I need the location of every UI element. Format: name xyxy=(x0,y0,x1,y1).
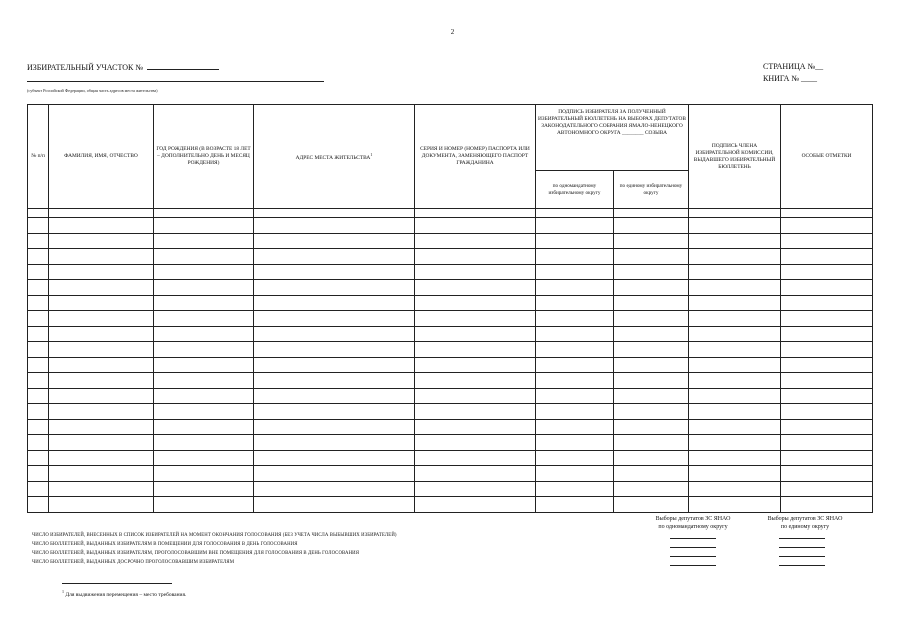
table-cell[interactable] xyxy=(28,497,49,513)
footnote-separator xyxy=(62,583,172,584)
page-number: 2 xyxy=(450,28,455,36)
single-count-field-3[interactable] xyxy=(670,556,716,557)
table-cell[interactable] xyxy=(28,466,49,482)
table-cell[interactable] xyxy=(49,233,154,249)
unified-count-field-3[interactable] xyxy=(779,556,825,557)
table-spacer-row xyxy=(28,209,873,218)
table-cell[interactable] xyxy=(536,249,614,265)
district-label-row xyxy=(27,62,219,72)
table-cell[interactable] xyxy=(254,466,415,482)
table-cell[interactable] xyxy=(536,326,614,342)
table-cell[interactable] xyxy=(689,481,781,497)
table-cell[interactable] xyxy=(49,373,154,389)
table-row xyxy=(28,357,873,373)
table-cell[interactable] xyxy=(254,218,415,234)
table-cell[interactable] xyxy=(415,249,536,265)
table-cell[interactable] xyxy=(415,450,536,466)
footer-line-2: ЧИСЛО БЮЛЛЕТЕНЕЙ, ВЫДАННЫХ ИЗБИРАТЕЛЯМ В ПОМЕЩЕНИИ ДЛЯ ГОЛОСОВАНИЯ В ДЕНЬ ГОЛОСОВАНИЯ xyxy=(32,542,298,547)
table-cell[interactable] xyxy=(536,218,614,234)
table-cell[interactable] xyxy=(781,435,873,451)
table-cell[interactable] xyxy=(154,209,254,218)
table-cell[interactable] xyxy=(781,218,873,234)
table-row xyxy=(28,435,873,451)
table-cell[interactable] xyxy=(254,373,415,389)
single-mandate-caption xyxy=(638,515,748,531)
table-cell[interactable] xyxy=(28,264,49,280)
table-cell[interactable] xyxy=(28,233,49,249)
table-row xyxy=(28,264,873,280)
table-cell[interactable] xyxy=(415,419,536,435)
table-cell[interactable] xyxy=(781,280,873,296)
table-cell[interactable] xyxy=(49,295,154,311)
table-row xyxy=(28,450,873,466)
book-label: КНИГА № ____ xyxy=(763,74,818,83)
table-cell[interactable] xyxy=(154,326,254,342)
table-cell[interactable] xyxy=(614,466,689,482)
table-cell[interactable] xyxy=(536,404,614,420)
table-row xyxy=(28,295,873,311)
table-cell[interactable] xyxy=(415,388,536,404)
table-cell[interactable] xyxy=(49,497,154,513)
district-number-field[interactable] xyxy=(147,62,219,70)
table-cell[interactable] xyxy=(614,357,689,373)
table-cell[interactable] xyxy=(781,388,873,404)
footer-line-1: ЧИСЛО ИЗБИРАТЕЛЕЙ, ВНЕСЕННЫХ В СПИСОК ИЗБИРАТЕЛЕЙ НА МОМЕНТ ОКОНЧАНИЯ ГОЛОСОВАНИЯ (БЕЗ УЧЕТА ЧИСЛА ВЫБЫВШИХ ИЗБИРАТЕЛЕЙ) xyxy=(32,533,397,538)
table-cell[interactable] xyxy=(415,342,536,358)
table-cell[interactable] xyxy=(28,435,49,451)
voter-list-table xyxy=(27,104,873,513)
table-cell[interactable] xyxy=(154,404,254,420)
table-cell[interactable] xyxy=(614,481,689,497)
table-cell[interactable] xyxy=(689,326,781,342)
unified-caption-line-1: Выборы депутатов ЗС ЯНАО xyxy=(767,516,843,522)
table-cell[interactable] xyxy=(415,481,536,497)
table-cell[interactable] xyxy=(781,311,873,327)
table-cell[interactable] xyxy=(49,342,154,358)
footnote-text: Для выдвижения перемещения – место требования. xyxy=(65,591,187,598)
single-count-field-2[interactable] xyxy=(670,547,716,548)
table-cell[interactable] xyxy=(415,264,536,280)
address-footnote-mark: 1 xyxy=(370,152,373,158)
table-cell[interactable] xyxy=(689,280,781,296)
col-notes-header: ОСОБЫЕ ОТМЕТКИ xyxy=(781,105,873,209)
table-cell[interactable] xyxy=(28,311,49,327)
table-cell[interactable] xyxy=(689,264,781,280)
table-cell[interactable] xyxy=(781,264,873,280)
table-cell[interactable] xyxy=(536,209,614,218)
table-cell[interactable] xyxy=(614,326,689,342)
table-cell[interactable] xyxy=(689,311,781,327)
table-cell[interactable] xyxy=(689,388,781,404)
table-cell[interactable] xyxy=(415,295,536,311)
table-cell[interactable] xyxy=(536,419,614,435)
table-cell[interactable] xyxy=(154,295,254,311)
table-cell[interactable] xyxy=(254,435,415,451)
table-cell[interactable] xyxy=(154,388,254,404)
table-cell[interactable] xyxy=(614,388,689,404)
table-cell[interactable] xyxy=(49,419,154,435)
table-cell[interactable] xyxy=(154,357,254,373)
footer-line-3: ЧИСЛО БЮЛЛЕТЕНЕЙ, ВЫДАННЫХ ИЗБИРАТЕЛЯМ, ПРОГОЛОСОВАВШИМ ВНЕ ПОМЕЩЕНИЯ ДЛЯ ГОЛОСОВАНИЯ В ДЕНЬ ГОЛОСОВАНИЯ xyxy=(32,551,360,556)
table-cell[interactable] xyxy=(614,404,689,420)
table-cell[interactable] xyxy=(689,357,781,373)
table-cell[interactable] xyxy=(415,209,536,218)
col-name-header: ФАМИЛИЯ, ИМЯ, ОТЧЕСТВО xyxy=(49,105,154,209)
table-cell[interactable] xyxy=(49,209,154,218)
unified-count-field-2[interactable] xyxy=(779,547,825,548)
table-cell[interactable] xyxy=(536,311,614,327)
table-cell[interactable] xyxy=(254,450,415,466)
table-cell[interactable] xyxy=(536,233,614,249)
table-row xyxy=(28,481,873,497)
col-passport-header: СЕРИЯ И НОМЕР (НОМЕР) ПАСПОРТА ИЛИ ДОКУМЕНТА, ЗАМЕНЯЮЩЕГО ПАСПОРТ ГРАЖДАНИНА xyxy=(415,105,536,209)
table-row xyxy=(28,404,873,420)
table-cell[interactable] xyxy=(536,497,614,513)
table-cell[interactable] xyxy=(254,497,415,513)
table-cell[interactable] xyxy=(154,311,254,327)
table-cell[interactable] xyxy=(154,249,254,265)
table-cell[interactable] xyxy=(28,249,49,265)
table-cell[interactable] xyxy=(154,342,254,358)
table-cell[interactable] xyxy=(536,450,614,466)
table-cell[interactable] xyxy=(781,357,873,373)
table-cell[interactable] xyxy=(415,404,536,420)
table-cell[interactable] xyxy=(49,280,154,296)
table-cell[interactable] xyxy=(254,419,415,435)
table-cell[interactable] xyxy=(49,466,154,482)
table-cell[interactable] xyxy=(254,311,415,327)
table-cell[interactable] xyxy=(614,342,689,358)
table-cell[interactable] xyxy=(154,373,254,389)
table-cell[interactable] xyxy=(254,249,415,265)
table-cell[interactable] xyxy=(49,481,154,497)
table-cell[interactable] xyxy=(689,419,781,435)
page-label: СТРАНИЦА №__ xyxy=(763,62,824,71)
table-cell[interactable] xyxy=(415,357,536,373)
table-cell[interactable] xyxy=(781,209,873,218)
col-birth-header: ГОД РОЖДЕНИЯ (В ВОЗРАСТЕ 18 ЛЕТ – ДОПОЛНИТЕЛЬНО ДЕНЬ И МЕСЯЦ РОЖДЕНИЯ) xyxy=(154,105,254,209)
table-cell[interactable] xyxy=(781,295,873,311)
unified-caption xyxy=(750,515,860,531)
col-sig-single-header: по одномандатному избирательному округу xyxy=(536,171,614,209)
table-cell[interactable] xyxy=(28,450,49,466)
table-cell[interactable] xyxy=(689,435,781,451)
district-label: ИЗБИРАТЕЛЬНЫЙ УЧАСТОК № xyxy=(27,63,143,72)
table-cell[interactable] xyxy=(254,233,415,249)
table-cell[interactable] xyxy=(689,466,781,482)
table-cell[interactable] xyxy=(49,326,154,342)
table-cell[interactable] xyxy=(254,295,415,311)
table-cell[interactable] xyxy=(415,497,536,513)
table-cell[interactable] xyxy=(154,233,254,249)
col-sig-unified-header: по единому избирательному округу xyxy=(614,171,689,209)
table-cell[interactable] xyxy=(254,404,415,420)
table-cell[interactable] xyxy=(614,373,689,389)
footnote-mark: 1 xyxy=(62,589,64,594)
table-cell[interactable] xyxy=(254,326,415,342)
table-cell[interactable] xyxy=(536,264,614,280)
table-cell[interactable] xyxy=(689,373,781,389)
col-commission-header: ПОДПИСЬ ЧЛЕНА ИЗБИРАТЕЛЬНОЙ КОМИССИИ, ВЫДАВШЕГО ИЗБИРАТЕЛЬНЫЙ БЮЛЛЕТЕНЬ xyxy=(689,105,781,209)
table-row xyxy=(28,419,873,435)
table-cell[interactable] xyxy=(28,357,49,373)
col-address-header xyxy=(254,105,415,209)
table-cell[interactable] xyxy=(154,450,254,466)
table-cell[interactable] xyxy=(536,388,614,404)
table-cell[interactable] xyxy=(415,280,536,296)
table-cell[interactable] xyxy=(536,466,614,482)
table-cell[interactable] xyxy=(28,280,49,296)
table-cell[interactable] xyxy=(154,481,254,497)
table-cell[interactable] xyxy=(781,373,873,389)
table-cell[interactable] xyxy=(614,218,689,234)
table-cell[interactable] xyxy=(536,295,614,311)
table-cell[interactable] xyxy=(254,342,415,358)
table-cell[interactable] xyxy=(415,373,536,389)
table-cell[interactable] xyxy=(49,435,154,451)
table-cell[interactable] xyxy=(28,218,49,234)
table-cell[interactable] xyxy=(254,209,415,218)
table-cell[interactable] xyxy=(49,218,154,234)
table-row xyxy=(28,233,873,249)
table-cell[interactable] xyxy=(415,326,536,342)
table-cell[interactable] xyxy=(781,497,873,513)
table-cell[interactable] xyxy=(49,404,154,420)
table-cell[interactable] xyxy=(689,450,781,466)
table-cell[interactable] xyxy=(154,264,254,280)
table-cell[interactable] xyxy=(254,264,415,280)
table-cell[interactable] xyxy=(614,435,689,451)
unified-count-field-1[interactable] xyxy=(779,538,825,539)
table-row xyxy=(28,497,873,513)
table-cell[interactable] xyxy=(781,249,873,265)
table-cell[interactable] xyxy=(254,388,415,404)
col-number-header: № п/п xyxy=(28,105,49,209)
table-cell[interactable] xyxy=(49,249,154,265)
single-count-field-4[interactable] xyxy=(670,565,716,566)
table-cell[interactable] xyxy=(689,249,781,265)
table-cell[interactable] xyxy=(614,233,689,249)
table-row xyxy=(28,388,873,404)
table-cell[interactable] xyxy=(154,419,254,435)
subject-underline xyxy=(27,81,324,82)
table-cell[interactable] xyxy=(49,264,154,280)
table-cell[interactable] xyxy=(614,311,689,327)
col-signature-group-header: ПОДПИСЬ ИЗБИРАТЕЛЯ ЗА ПОЛУЧЕННЫЙ ИЗБИРАТЕЛЬНЫЙ БЮЛЛЕТЕНЬ НА ВЫБОРАХ ДЕПУТАТОВ ЗАКОНОДАТЕЛЬНОГО СОБРАНИЯ ЯМАЛО-НЕНЕЦКОГО АВТОНОМНОГО ОКРУГА ________ СОЗЫВА xyxy=(536,105,689,171)
table-row xyxy=(28,249,873,265)
table-row xyxy=(28,326,873,342)
table-cell[interactable] xyxy=(28,209,49,218)
table-cell[interactable] xyxy=(536,342,614,358)
table-cell[interactable] xyxy=(614,450,689,466)
table-cell[interactable] xyxy=(415,466,536,482)
table-cell[interactable] xyxy=(28,404,49,420)
table-cell[interactable] xyxy=(415,311,536,327)
single-mandate-caption-line-2: по одномандатному округу xyxy=(658,524,728,530)
unified-count-field-4[interactable] xyxy=(779,565,825,566)
table-cell[interactable] xyxy=(536,357,614,373)
table-cell[interactable] xyxy=(49,388,154,404)
table-cell[interactable] xyxy=(781,342,873,358)
table-cell[interactable] xyxy=(254,481,415,497)
table-cell[interactable] xyxy=(49,357,154,373)
table-cell[interactable] xyxy=(49,450,154,466)
table-cell[interactable] xyxy=(415,233,536,249)
table-cell[interactable] xyxy=(781,326,873,342)
table-cell[interactable] xyxy=(781,450,873,466)
footer-line-4: ЧИСЛО БЮЛЛЕТЕНЕЙ, ВЫДАННЫХ ДОСРОЧНО ПРОГОЛОСОВАВШИМ ИЗБИРАТЕЛЯМ xyxy=(32,560,235,565)
table-cell[interactable] xyxy=(415,218,536,234)
table-cell[interactable] xyxy=(781,419,873,435)
table-cell[interactable] xyxy=(28,481,49,497)
table-row xyxy=(28,311,873,327)
subject-caption: (субъект Российской Федерации, общая часть адресов места жительства) xyxy=(27,88,158,93)
table-cell[interactable] xyxy=(28,419,49,435)
table-cell[interactable] xyxy=(781,233,873,249)
table-cell[interactable] xyxy=(28,295,49,311)
col-address-label: АДРЕС МЕСТА ЖИТЕЛЬСТВА xyxy=(295,154,371,161)
table-cell[interactable] xyxy=(536,481,614,497)
table-cell[interactable] xyxy=(689,209,781,218)
table-cell[interactable] xyxy=(254,280,415,296)
table-cell[interactable] xyxy=(614,264,689,280)
table-row xyxy=(28,466,873,482)
table-cell[interactable] xyxy=(28,326,49,342)
table-cell[interactable] xyxy=(781,466,873,482)
table-row xyxy=(28,218,873,234)
table-row xyxy=(28,280,873,296)
table-cell[interactable] xyxy=(689,497,781,513)
table-cell[interactable] xyxy=(28,342,49,358)
table-cell[interactable] xyxy=(614,419,689,435)
table-cell[interactable] xyxy=(689,342,781,358)
table-cell[interactable] xyxy=(689,295,781,311)
single-count-field-1[interactable] xyxy=(670,538,716,539)
table-cell[interactable] xyxy=(154,466,254,482)
table-cell[interactable] xyxy=(614,280,689,296)
table-cell[interactable] xyxy=(28,373,49,389)
table-cell[interactable] xyxy=(614,295,689,311)
table-cell[interactable] xyxy=(154,218,254,234)
table-cell[interactable] xyxy=(154,280,254,296)
table-cell[interactable] xyxy=(254,357,415,373)
footnote xyxy=(62,589,186,598)
table-cell[interactable] xyxy=(536,373,614,389)
table-cell[interactable] xyxy=(415,435,536,451)
table-cell[interactable] xyxy=(689,404,781,420)
table-row xyxy=(28,373,873,389)
table-cell[interactable] xyxy=(614,497,689,513)
table-cell[interactable] xyxy=(536,435,614,451)
unified-caption-line-2: по единому округу xyxy=(780,524,830,530)
table-cell[interactable] xyxy=(614,249,689,265)
table-cell[interactable] xyxy=(781,404,873,420)
table-cell[interactable] xyxy=(536,280,614,296)
table-row xyxy=(28,342,873,358)
table-cell[interactable] xyxy=(28,388,49,404)
table-cell[interactable] xyxy=(154,435,254,451)
table-cell[interactable] xyxy=(689,218,781,234)
table-cell[interactable] xyxy=(49,311,154,327)
table-cell[interactable] xyxy=(614,209,689,218)
table-cell[interactable] xyxy=(781,481,873,497)
single-mandate-caption-line-1: Выборы депутатов ЗС ЯНАО xyxy=(655,516,731,522)
table-cell[interactable] xyxy=(154,497,254,513)
table-cell[interactable] xyxy=(689,233,781,249)
